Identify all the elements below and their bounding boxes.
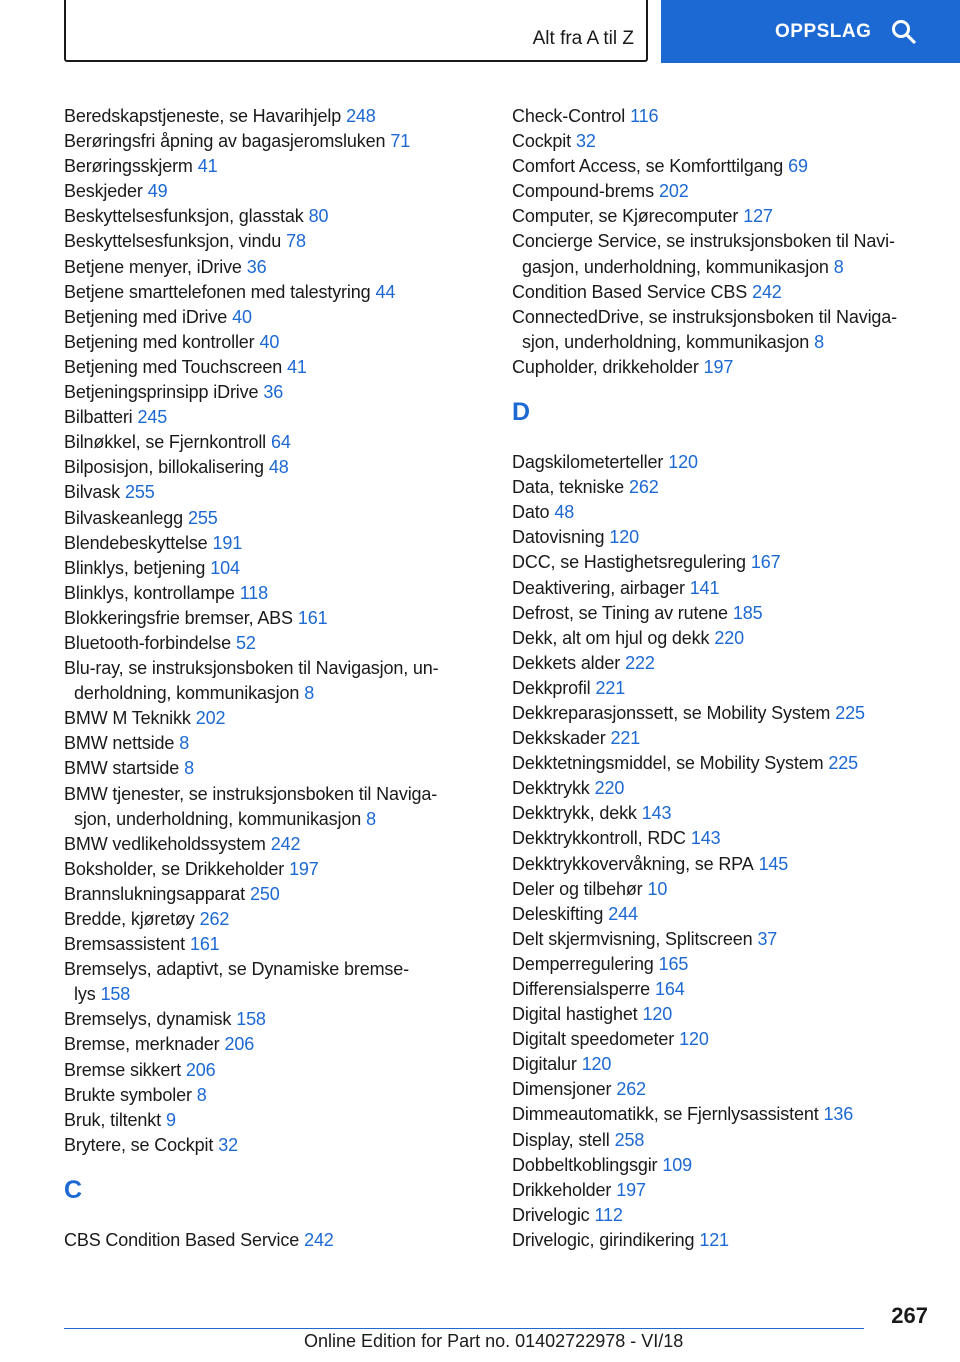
index-entry [512, 576, 942, 601]
index-term: Condition Based Service CBS [512, 281, 748, 302]
index-entry [64, 756, 484, 781]
index-term: Computer, se Kjørecomputer [512, 206, 739, 227]
index-term: DCC, se Hastighetsregulering [512, 552, 746, 573]
index-term: Dekktrykk [512, 778, 590, 799]
page-link[interactable]: 185 [732, 602, 763, 623]
index-entry [64, 506, 484, 531]
index-entry [512, 902, 942, 927]
index-entry [512, 1052, 942, 1077]
page-link[interactable]: 48 [268, 457, 289, 478]
index-term: Beredskapstjeneste, se Havarihjelp [64, 106, 342, 126]
page-link[interactable]: 8 [304, 683, 315, 704]
page-link[interactable]: 197 [289, 858, 319, 879]
index-column-right [512, 104, 942, 1253]
page-link[interactable]: 120 [609, 527, 639, 548]
index-term: Dimmeautomatikk, se Fjernlysassistent [512, 1104, 819, 1125]
index-term: Dekk, alt om hjul og dekk [512, 627, 710, 648]
page-link[interactable]: 197 [703, 356, 734, 377]
page-link[interactable]: 202 [195, 708, 226, 729]
index-entry [64, 280, 484, 305]
index-term: Dekktrykkovervåkning, se RPA [512, 853, 754, 874]
page-link[interactable]: 221 [595, 677, 626, 698]
index-entry [64, 556, 484, 581]
page-link[interactable]: 120 [581, 1054, 612, 1075]
index-entry [512, 204, 942, 229]
index-term: Defrost, se Tining av rutene [512, 602, 728, 623]
page-link[interactable]: 52 [235, 632, 256, 653]
page-link[interactable]: 121 [699, 1229, 729, 1250]
index-term: Display, stell [512, 1129, 610, 1150]
index-term: Data, tekniske [512, 477, 624, 498]
index-entry [512, 179, 942, 204]
index-entry [512, 651, 942, 676]
page-link[interactable]: 80 [308, 206, 329, 227]
page-link[interactable]: 69 [788, 156, 808, 177]
index-entry [512, 550, 942, 575]
index-term: BMW nettside [64, 733, 175, 754]
index-term: Bremselys, adaptivt, se Dynamiske bremse‐ [64, 959, 409, 980]
page-link[interactable]: 220 [594, 778, 625, 799]
page-link[interactable]: 8 [833, 256, 844, 277]
index-term: Bluetooth-forbindelse [64, 632, 231, 653]
index-entry [64, 380, 484, 405]
index-entry [512, 129, 942, 154]
index-entry [64, 1058, 484, 1083]
index-entry [64, 330, 484, 355]
page-link[interactable]: 221 [610, 728, 641, 749]
index-term: Dekkreparasjonssett, se Mobility System [512, 702, 831, 723]
index-entry [64, 832, 484, 857]
index-term: CBS Condition Based Service [64, 1229, 300, 1250]
index-term: Drikkeholder [512, 1179, 612, 1200]
page-link[interactable]: 245 [137, 407, 168, 428]
index-term-continuation: sjon, underholdning, kommunikasjon [522, 331, 810, 352]
page-link[interactable]: 120 [668, 452, 698, 473]
page-link[interactable]: 262 [616, 1079, 646, 1100]
page-link[interactable]: 242 [752, 281, 782, 302]
index-term: Dekkskader [512, 728, 606, 749]
page-link[interactable]: 158 [100, 984, 131, 1005]
page-link[interactable]: 78 [286, 231, 306, 252]
page-link[interactable]: 222 [625, 652, 655, 673]
section-title: Alt fra A til Z [532, 28, 634, 49]
index-entry [64, 882, 484, 907]
index-term: Digitalur [512, 1054, 577, 1075]
index-term: Beskyttelsesfunksjon, glasstak [64, 206, 304, 227]
index-term: Bremsassistent [64, 934, 185, 955]
index-term: Compound-brems [512, 181, 654, 202]
index-entry [512, 877, 942, 902]
page-number: 267 [891, 1303, 928, 1328]
index-entry [512, 525, 942, 550]
index-entry [512, 676, 942, 701]
index-column-left [64, 104, 484, 1253]
index-term: Brukte symboler [64, 1084, 192, 1105]
page-link[interactable]: 104 [210, 557, 240, 578]
index-term: Blokkeringsfrie bremser, ABS [64, 607, 293, 628]
index-term: Differensialsperre [512, 979, 651, 999]
index-entry [64, 455, 484, 480]
index-term-continuation: sjon, underholdning, kommunikasjon [74, 808, 362, 829]
index-term: Demperregulering [512, 953, 654, 974]
index-term: Bilvask [64, 482, 120, 503]
page-link[interactable]: 161 [189, 934, 220, 955]
index-term: Dobbeltkoblingsgir [512, 1154, 658, 1175]
index-entry [512, 626, 942, 651]
index-entry [512, 154, 942, 179]
page-link[interactable]: 202 [658, 181, 689, 202]
index-term: Bilbatteri [64, 407, 133, 428]
index-entry [512, 500, 942, 525]
index-term: BMW startside [64, 758, 180, 779]
page-link[interactable]: 10 [647, 878, 668, 899]
page-link[interactable]: 118 [239, 582, 269, 603]
index-entry [512, 1178, 942, 1203]
page-link[interactable]: 116 [630, 106, 659, 126]
page-link[interactable]: 143 [690, 828, 721, 849]
edition-text: Online Edition for Part no. 01402722978 - VI/18 [304, 1331, 684, 1351]
index-entry [64, 631, 484, 656]
index-term: Betjene smarttelefonen med talestyring [64, 281, 371, 302]
page-link[interactable]: 161 [297, 607, 328, 628]
index-entry [512, 450, 942, 475]
index-term: Drivelogic, girindikering [512, 1229, 695, 1250]
index-entry [64, 305, 484, 330]
page-link[interactable]: 206 [185, 1059, 216, 1080]
index-entry [64, 1133, 484, 1158]
page-link[interactable]: 206 [224, 1034, 255, 1055]
index-term: Berøringsskjerm [64, 156, 193, 177]
page-link[interactable]: 244 [608, 903, 638, 924]
page-link[interactable]: 8 [196, 1084, 207, 1105]
index-entry [64, 480, 484, 505]
page-link[interactable]: 49 [147, 181, 168, 202]
index-term: Brytere, se Cockpit [64, 1134, 214, 1155]
index-term: Bilposisjon, billokalisering [64, 457, 264, 478]
page-link[interactable]: 191 [212, 532, 243, 553]
index-term: Dekkets alder [512, 652, 621, 673]
page-link[interactable]: 8 [184, 758, 194, 779]
page-link[interactable]: 32 [218, 1134, 238, 1155]
page-link[interactable]: 158 [236, 1009, 266, 1030]
index-term: Boksholder, se Drikkeholder [64, 858, 285, 879]
page-link[interactable]: 36 [263, 382, 284, 403]
index-entry [64, 154, 484, 179]
index-term: Bilvaskeanlegg [64, 507, 183, 528]
page-link[interactable]: 64 [271, 432, 291, 453]
index-entry [512, 1153, 942, 1178]
index-entry [64, 606, 484, 631]
index-term: Bremse sikkert [64, 1059, 181, 1080]
page-link[interactable]: 242 [304, 1229, 334, 1250]
index-term: Dekkprofil [512, 677, 591, 698]
index-entry [64, 179, 484, 204]
index-entry [64, 957, 484, 1007]
index-term: Bredde, kjøretøy [64, 909, 195, 929]
index-entry [64, 731, 484, 756]
index-term: Brannslukningsapparat [64, 883, 245, 904]
page-link[interactable]: 44 [375, 281, 396, 302]
index-entry [64, 355, 484, 380]
page-link[interactable]: 255 [187, 507, 218, 528]
index-term: Beskjeder [64, 181, 143, 202]
index-term: Dato [512, 502, 550, 523]
index-term-continuation: gasjon, underholdning, kommunikasjon [522, 256, 829, 277]
page-link[interactable]: 143 [641, 803, 672, 824]
index-entry [512, 229, 942, 279]
index-term: Check-Control [512, 106, 626, 126]
page-link[interactable]: 40 [259, 331, 280, 352]
page-link[interactable]: 167 [750, 552, 781, 573]
index-term: Dekktrykk, dekk [512, 803, 637, 824]
index-entry [512, 305, 942, 355]
page-link[interactable]: 71 [390, 131, 411, 152]
index-term: Betjene menyer, iDrive [64, 256, 242, 277]
page-link[interactable]: 48 [554, 502, 575, 523]
index-entry [64, 706, 484, 731]
index-term: Blinklys, betjening [64, 557, 206, 578]
index-entry [512, 977, 942, 1002]
index-entry [512, 751, 942, 776]
index-term: Blendebeskyttelse [64, 532, 208, 553]
index-entry [64, 129, 484, 154]
index-entry [64, 255, 484, 280]
index-term: Deler og tilbehør [512, 878, 643, 899]
index-term: Bremselys, dynamisk [64, 1009, 232, 1030]
index-term: Dekktetningsmiddel, se Mobility System [512, 753, 824, 774]
index-entry [512, 927, 942, 952]
index-entry [64, 1108, 484, 1133]
index-entry [64, 531, 484, 556]
index-entry [64, 430, 484, 455]
page-link[interactable]: 141 [689, 577, 720, 598]
page-link[interactable]: 112 [594, 1204, 623, 1225]
index-term: Digitalt speedometer [512, 1029, 675, 1050]
index-term: Datovisning [512, 527, 605, 548]
index-term: Betjening med kontroller [64, 331, 255, 352]
page-link[interactable]: 120 [679, 1029, 709, 1050]
index-term: Cockpit [512, 131, 571, 152]
index-term: Concierge Service, se instruksjonsboken til Navi‐ [512, 231, 895, 252]
page-link[interactable]: 197 [616, 1179, 646, 1200]
index-term: BMW tjenester, se instruksjonsboken til Naviga‐ [64, 783, 438, 804]
index-term: Digital hastighet [512, 1004, 638, 1025]
page-link[interactable]: 120 [642, 1004, 673, 1025]
page-link[interactable]: 8 [814, 331, 824, 352]
index-entry [512, 1128, 942, 1153]
index-entry [64, 405, 484, 430]
index-term: Blu-ray, se instruksjonsboken til Navigasjon, un‐ [64, 658, 439, 679]
index-entry [512, 852, 942, 877]
index-entry [512, 826, 942, 851]
index-term: ConnectedDrive, se instruksjonsboken til Naviga‐ [512, 306, 897, 327]
page-link[interactable]: 109 [662, 1154, 692, 1175]
index-entry [512, 1102, 942, 1127]
page-link[interactable]: 145 [758, 853, 789, 874]
index-entry [512, 1027, 942, 1052]
index-entry [64, 857, 484, 882]
index-term: Bremse, merknader [64, 1034, 220, 1055]
page-link[interactable]: 40 [232, 306, 252, 327]
index-term: Dekktrykkontroll, RDC [512, 828, 686, 849]
index-term-continuation: lys [74, 984, 96, 1005]
index-entry [512, 355, 942, 380]
page-link[interactable]: 262 [199, 909, 230, 929]
index-term: Betjening med Touchscreen [64, 356, 283, 377]
page-link[interactable]: 225 [828, 753, 859, 774]
page-link[interactable]: 8 [366, 808, 376, 829]
index-entry [64, 932, 484, 957]
section-letter: C [64, 1175, 83, 1204]
index-term: Drivelogic [512, 1204, 590, 1225]
index-entry [64, 1228, 484, 1253]
index-entry [64, 782, 484, 832]
index-term: Comfort Access, se Komforttilgang [512, 156, 784, 177]
index-entry [512, 104, 942, 129]
index-entry [512, 1077, 942, 1102]
index-term: BMW M Teknikk [64, 708, 191, 729]
index-term: Dimensjoner [512, 1079, 612, 1100]
page-link[interactable]: 220 [714, 627, 744, 648]
search-icon [891, 19, 917, 45]
index-entry [512, 1203, 942, 1228]
page-link[interactable]: 165 [658, 953, 689, 974]
index-term-continuation: derholdning, kommunikasjon [74, 683, 300, 704]
page-link[interactable]: 225 [835, 702, 865, 723]
index-entry [64, 1083, 484, 1108]
index-term: Cupholder, drikkeholder [512, 356, 699, 377]
index-term: Betjeningsprinsipp iDrive [64, 382, 259, 403]
index-term: Dagskilometerteller [512, 452, 664, 473]
index-term: Deleskifting [512, 903, 604, 924]
page-link[interactable]: 127 [743, 206, 773, 227]
index-entry [64, 907, 484, 932]
index-entry [64, 656, 484, 706]
index-entry [512, 1228, 942, 1253]
page-link[interactable]: 136 [823, 1104, 854, 1125]
index-entry [512, 726, 942, 751]
index-entry [512, 801, 942, 826]
index-term: BMW vedlikeholdssystem [64, 833, 266, 854]
index-entry [512, 475, 942, 500]
section-tab [64, 0, 648, 62]
index-entry [64, 1032, 484, 1057]
page-link[interactable]: 41 [287, 356, 307, 377]
page-link[interactable]: 32 [575, 131, 596, 152]
section-letter: D [512, 398, 531, 427]
page-link[interactable]: 164 [655, 979, 685, 999]
lookup-button-label: OPPSLAG [775, 20, 872, 42]
index-entry [64, 581, 484, 606]
page-link[interactable]: 262 [628, 477, 659, 498]
index-term: Bilnøkkel, se Fjernkontroll [64, 432, 267, 453]
index-entry [64, 204, 484, 229]
page-link[interactable]: 258 [614, 1129, 645, 1150]
page-link[interactable]: 36 [246, 256, 267, 277]
lookup-button[interactable] [661, 0, 960, 63]
index-entry [512, 1002, 942, 1027]
index-term: Betjening med iDrive [64, 306, 228, 327]
index-entry [512, 701, 942, 726]
index-term: Beskyttelsesfunksjon, vindu [64, 231, 282, 252]
index-entry [512, 776, 942, 801]
index-entry [512, 601, 942, 626]
index-term: Blinklys, kontrollampe [64, 582, 235, 603]
page-link[interactable]: 8 [179, 733, 190, 754]
index-entry [64, 229, 484, 254]
index-entry [64, 1007, 484, 1032]
index-term: Bruk, tiltenkt [64, 1109, 161, 1130]
index-term: Deaktivering, airbager [512, 577, 685, 598]
page-link[interactable]: 41 [197, 156, 218, 177]
page-link[interactable]: 242 [270, 833, 301, 854]
page-link[interactable]: 248 [346, 106, 376, 126]
page-link[interactable]: 9 [165, 1109, 176, 1130]
index-term: Delt skjermvisning, Splitscreen [512, 928, 753, 949]
page-link[interactable]: 37 [757, 928, 778, 949]
footer-divider [64, 1328, 864, 1329]
index-entry [512, 952, 942, 977]
page-link[interactable]: 255 [124, 482, 155, 503]
index-term: Berøringsfri åpning av bagasjeromsluken [64, 131, 386, 152]
index-entry [512, 280, 942, 305]
index-entry [64, 104, 484, 129]
page-link[interactable]: 250 [249, 883, 280, 904]
